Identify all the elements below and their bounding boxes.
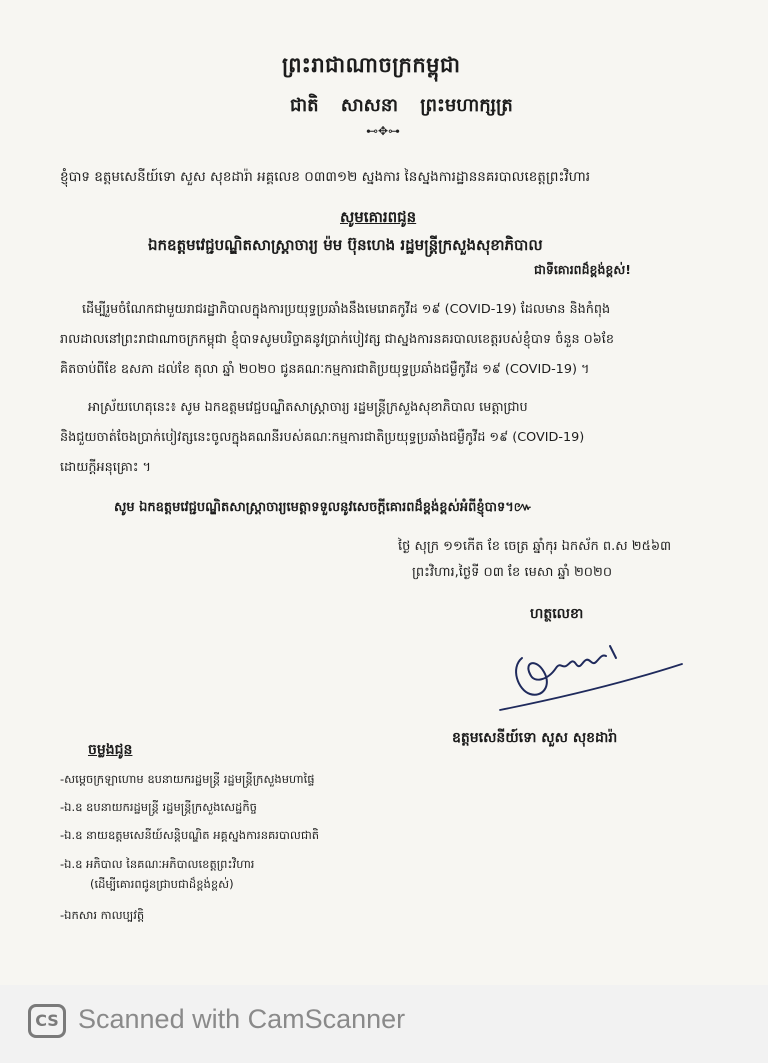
para2-line-1: អាស្រ័យហេតុនេះ៖ សូម ឯកឧត្តមវេជ្ជបណ្ឌិតសាស្ត្រាចារ្យ រដ្ឋមន្ត្រីក្រសួងសុខាភិបាល មេត្តាជ្រាប xyxy=(88,400,528,415)
cc-item: -សម្ដេចក្រឡាហោម ឧបនាយករដ្ឋមន្ត្រី រដ្ឋមន្ត្រីក្រសួងមហាផ្ទៃ xyxy=(60,772,315,786)
camscanner-label: Scanned with CamScanner xyxy=(78,1004,406,1034)
para1-line-1: ដើម្បីរួមចំណែកជាមួយរាជរដ្ឋាភិបាលក្នុងការប្រយុទ្ធប្រឆាំងនឹងមេរោគកូវីដ ១៩ (COVID-19) ដែលមាន និងកំពុង xyxy=(82,302,611,317)
para2-line-3: ដោយក្ដីអនុគ្រោះ ។ xyxy=(60,460,151,475)
para1-line-3: គិតចាប់ពីខែ ឧសភា ដល់ខែ តុលា ឆ្នាំ ២០២០ ជូនគណៈកម្មការជាតិប្រយុទ្ធប្រឆាំងជម្ងឺកូវីដ ១៩ (COVID-19) ។ xyxy=(60,362,590,377)
signature-heading: ហត្ថលេខា xyxy=(530,606,584,622)
header-ornament: ⊷✥⊶ xyxy=(366,124,401,138)
handwritten-signature xyxy=(470,628,700,728)
cc-title: ចម្លងជូន xyxy=(88,742,133,758)
date-lunar: ថ្ងៃ សុក្រ ១១កើត ខែ ចេត្រ ឆ្នាំកុរ ឯកស័ក ព.ស ២៥៦៣ xyxy=(398,539,672,554)
para1-line-2: រាលដាលនៅព្រះរាជាណាចក្រកម្ពុជា ខ្ញុំបាទសូមបរិច្ចាគនូវប្រាក់បៀវត្ស ជាស្នងការនគរបាលខេត្តរបស់ខ្ញុំបាទ ចំនួន ០៦ខែ xyxy=(60,332,614,347)
camscanner-logo-icon: CS xyxy=(28,1004,66,1038)
recipient-suffix: ជាទីគោរពដ៏ខ្ពង់ខ្ពស់! xyxy=(534,262,631,277)
recipient-line: ឯកឧត្តមវេជ្ជបណ្ឌិតសាស្ត្រាចារ្យ ម៉ម ប៊ុនហេង រដ្ឋមន្ត្រីក្រសួងសុខាភិបាល xyxy=(148,236,543,254)
date-solar: ព្រះវិហារ,ថ្ងៃទី ០៣ ខែ មេសា ឆ្នាំ ២០២០ xyxy=(412,565,613,580)
kingdom-title: ព្រះរាជាណាចក្រកម្ពុជា xyxy=(282,53,461,77)
cc-item: -ឯ.ឧ អភិបាល នៃគណៈអភិបាលខេត្តព្រះវិហារ xyxy=(60,857,255,871)
para2-line-2: និងជួយចាត់ចែងប្រាក់បៀវត្សនេះចូលក្នុងគណនីរបស់គណៈកម្មការជាតិប្រយុទ្ធប្រឆាំងជម្ងឺកូវីដ ១៩ (COVID-19) xyxy=(60,430,585,445)
intro-line: ខ្ញុំបាទ ឧត្តមសេនីយ៍ទោ សួស សុខដារ៉ា អគ្គលេខ ០៣៣១២ ស្នងការ នៃស្នងការដ្ឋាននគរបាលខេត្តព្រះវិហារ xyxy=(60,169,591,185)
cc-item-note: (ដើម្បីគោរពជូនជ្រាបជាដ៏ខ្ពង់ខ្ពស់) xyxy=(90,877,234,891)
national-motto: ជាតិ សាសនា ព្រះមហាក្សត្រ xyxy=(290,95,513,116)
respect-heading: សូមគោរពជូន xyxy=(340,208,417,226)
closing-line: សូម ឯកឧត្តមវេជ្ជបណ្ឌិតសាស្ត្រាចារ្យមេត្តាទទួលនូវសេចក្ដីគោរពដ៏ខ្ពង់ខ្ពស់អំពីខ្ញុំបាទ។៚ xyxy=(114,500,533,515)
cc-item: -ឯកសារ កាលប្បវត្តិ xyxy=(60,908,145,922)
cc-item: -ឯ.ឧ នាយឧត្តមសេនីយ៍សន្តិបណ្ឌិត អគ្គស្នងការនគរបាលជាតិ xyxy=(60,828,320,842)
signer-name: ឧត្តមសេនីយ៍ទោ សួស សុខដារ៉ា xyxy=(452,730,618,746)
cc-item: -ឯ.ឧ ឧបនាយករដ្ឋមន្ត្រី រដ្ឋមន្ត្រីក្រសួងសេដ្ឋកិច្ច xyxy=(60,800,257,814)
